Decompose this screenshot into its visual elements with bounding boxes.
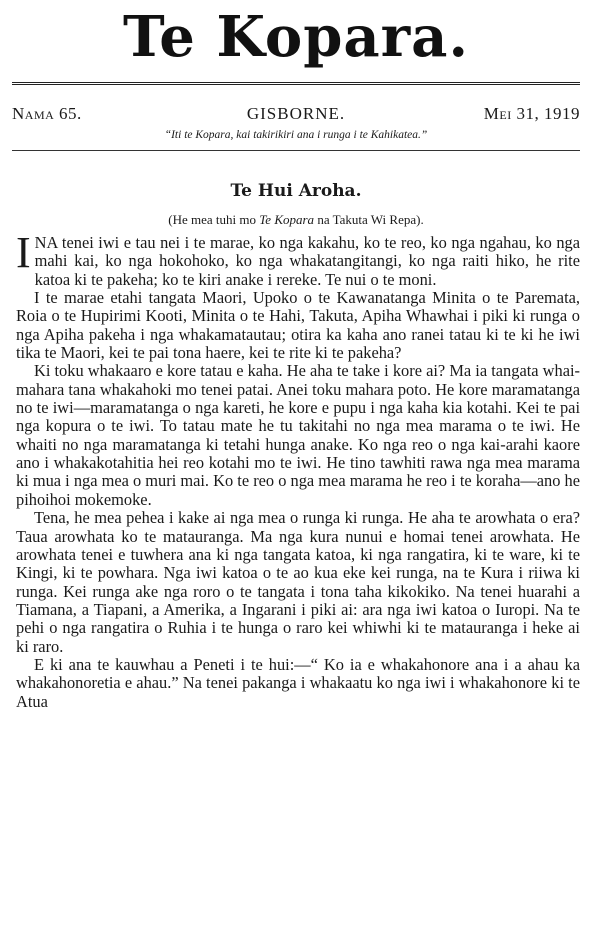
issue-date: Mei 31, 1919 [483,104,580,123]
byline-publication: Te Kopara [259,212,315,227]
paragraph: Ki toku whakaaro e kore tatau e kaha. He aha te take i kore ai? Ma ia tangata whai-mahara tana whakahoki mo tenei patai. Anei toku mahara poto. He kore maramatanga no te iwi—maramatanga o nga kareti, he kore e pupu i nga kaha kia kotahi. Kei te pai nga kopura o te iwi. To tatau mate he tu takitahi no nga mea marama o te iwi. He whaiti no nga maramatanga ki tetahi hunga anake. Ko nga reo o nga kai-arahi kaore ano i whakakotahitia hei reo kotahi mo te iwi. He tino tawhiti rawa nga mea marama ki mua i nga mea o muri mai. Ko te reo o nga mea marama he reo i te koraha—ano he pihoihoi mokemoke. [16,361,580,509]
masthead-title: Te Kopara. [123,4,469,70]
masthead-rule [12,82,580,88]
paragraph: INA tenei iwi e tau nei i te marae, ko nga kakahu, ko te reo, ko nga ngahau, ko nga mahi kai, ko nga hokohoko, ko nga whakatangitangi, ko nga raiti hiko, he rite katoa ki te pakeha; ko te kiri anake i rereke. Te nui o te moni. [16,228,580,289]
motto: “Iti te Kopara, kai takirikiri ana i runga i te Kahikatea.” [164,129,428,141]
article-body [16,228,580,711]
paragraph: I te marae etahi tangata Maori, Upoko o te Kawanatanga Minita o te Paremata, Roia o te Hupirimi Kooti, Minita o te Hahi, Takuta, Apiha Whawhai i piki ki runga o nga Apiha pakeha i nga whakamatautau; otira ka kaha ano ranei tatau ki te ki he iwi tika te Maori, kei te pai tona haere, kei te rite ki te pakeha? [16,288,580,363]
article-title: Te Hui Aroha. [230,181,362,201]
article-byline: (He mea tuhi mo Te Kopara na Takuta Wi Repa). [168,212,424,227]
header-rule [12,150,580,151]
issue-number: Nama 65. [12,104,82,123]
paragraph: E ki ana te kauwhau a Peneti i te hui:—“ Ko ia e whakahonore ana i a ahau ka whakahonoretia e ahau.” Na tenei pakanga i whakaatu ko nga iwi i whakahonore ki te Atua [16,654,580,711]
paragraph: Tena, he mea pehea i kake ai nga mea o runga ki runga. He aha te arowhata o era? Taua arowhata ko te matauranga. Ma nga kura nunui e homai tenei arowhata. He arowhata tenei e tuwhera ana ki nga tangata katoa, ki nga rangatira, ki te ware, ki te Kingi, ki te powhara. Nga iwi katoa o te ao kua eke kei runga, na te Kura i riiwa ki runga. Kei runga ake nga roro o te tangata i tona taha kikokiko. Na tenei huarahi a Tiamana, a Tiapani, a Amerika, a Ingarani i piki ai: ara nga iwi katoa o Iuropi. Na te pehi o nga rangatira o Ruhia i te hunga o raro kei whiwhi ki te matauranga i heke ai ki raro. [16,508,580,656]
place-name: GISBORNE. [246,104,346,123]
drop-cap: I [16,228,31,277]
